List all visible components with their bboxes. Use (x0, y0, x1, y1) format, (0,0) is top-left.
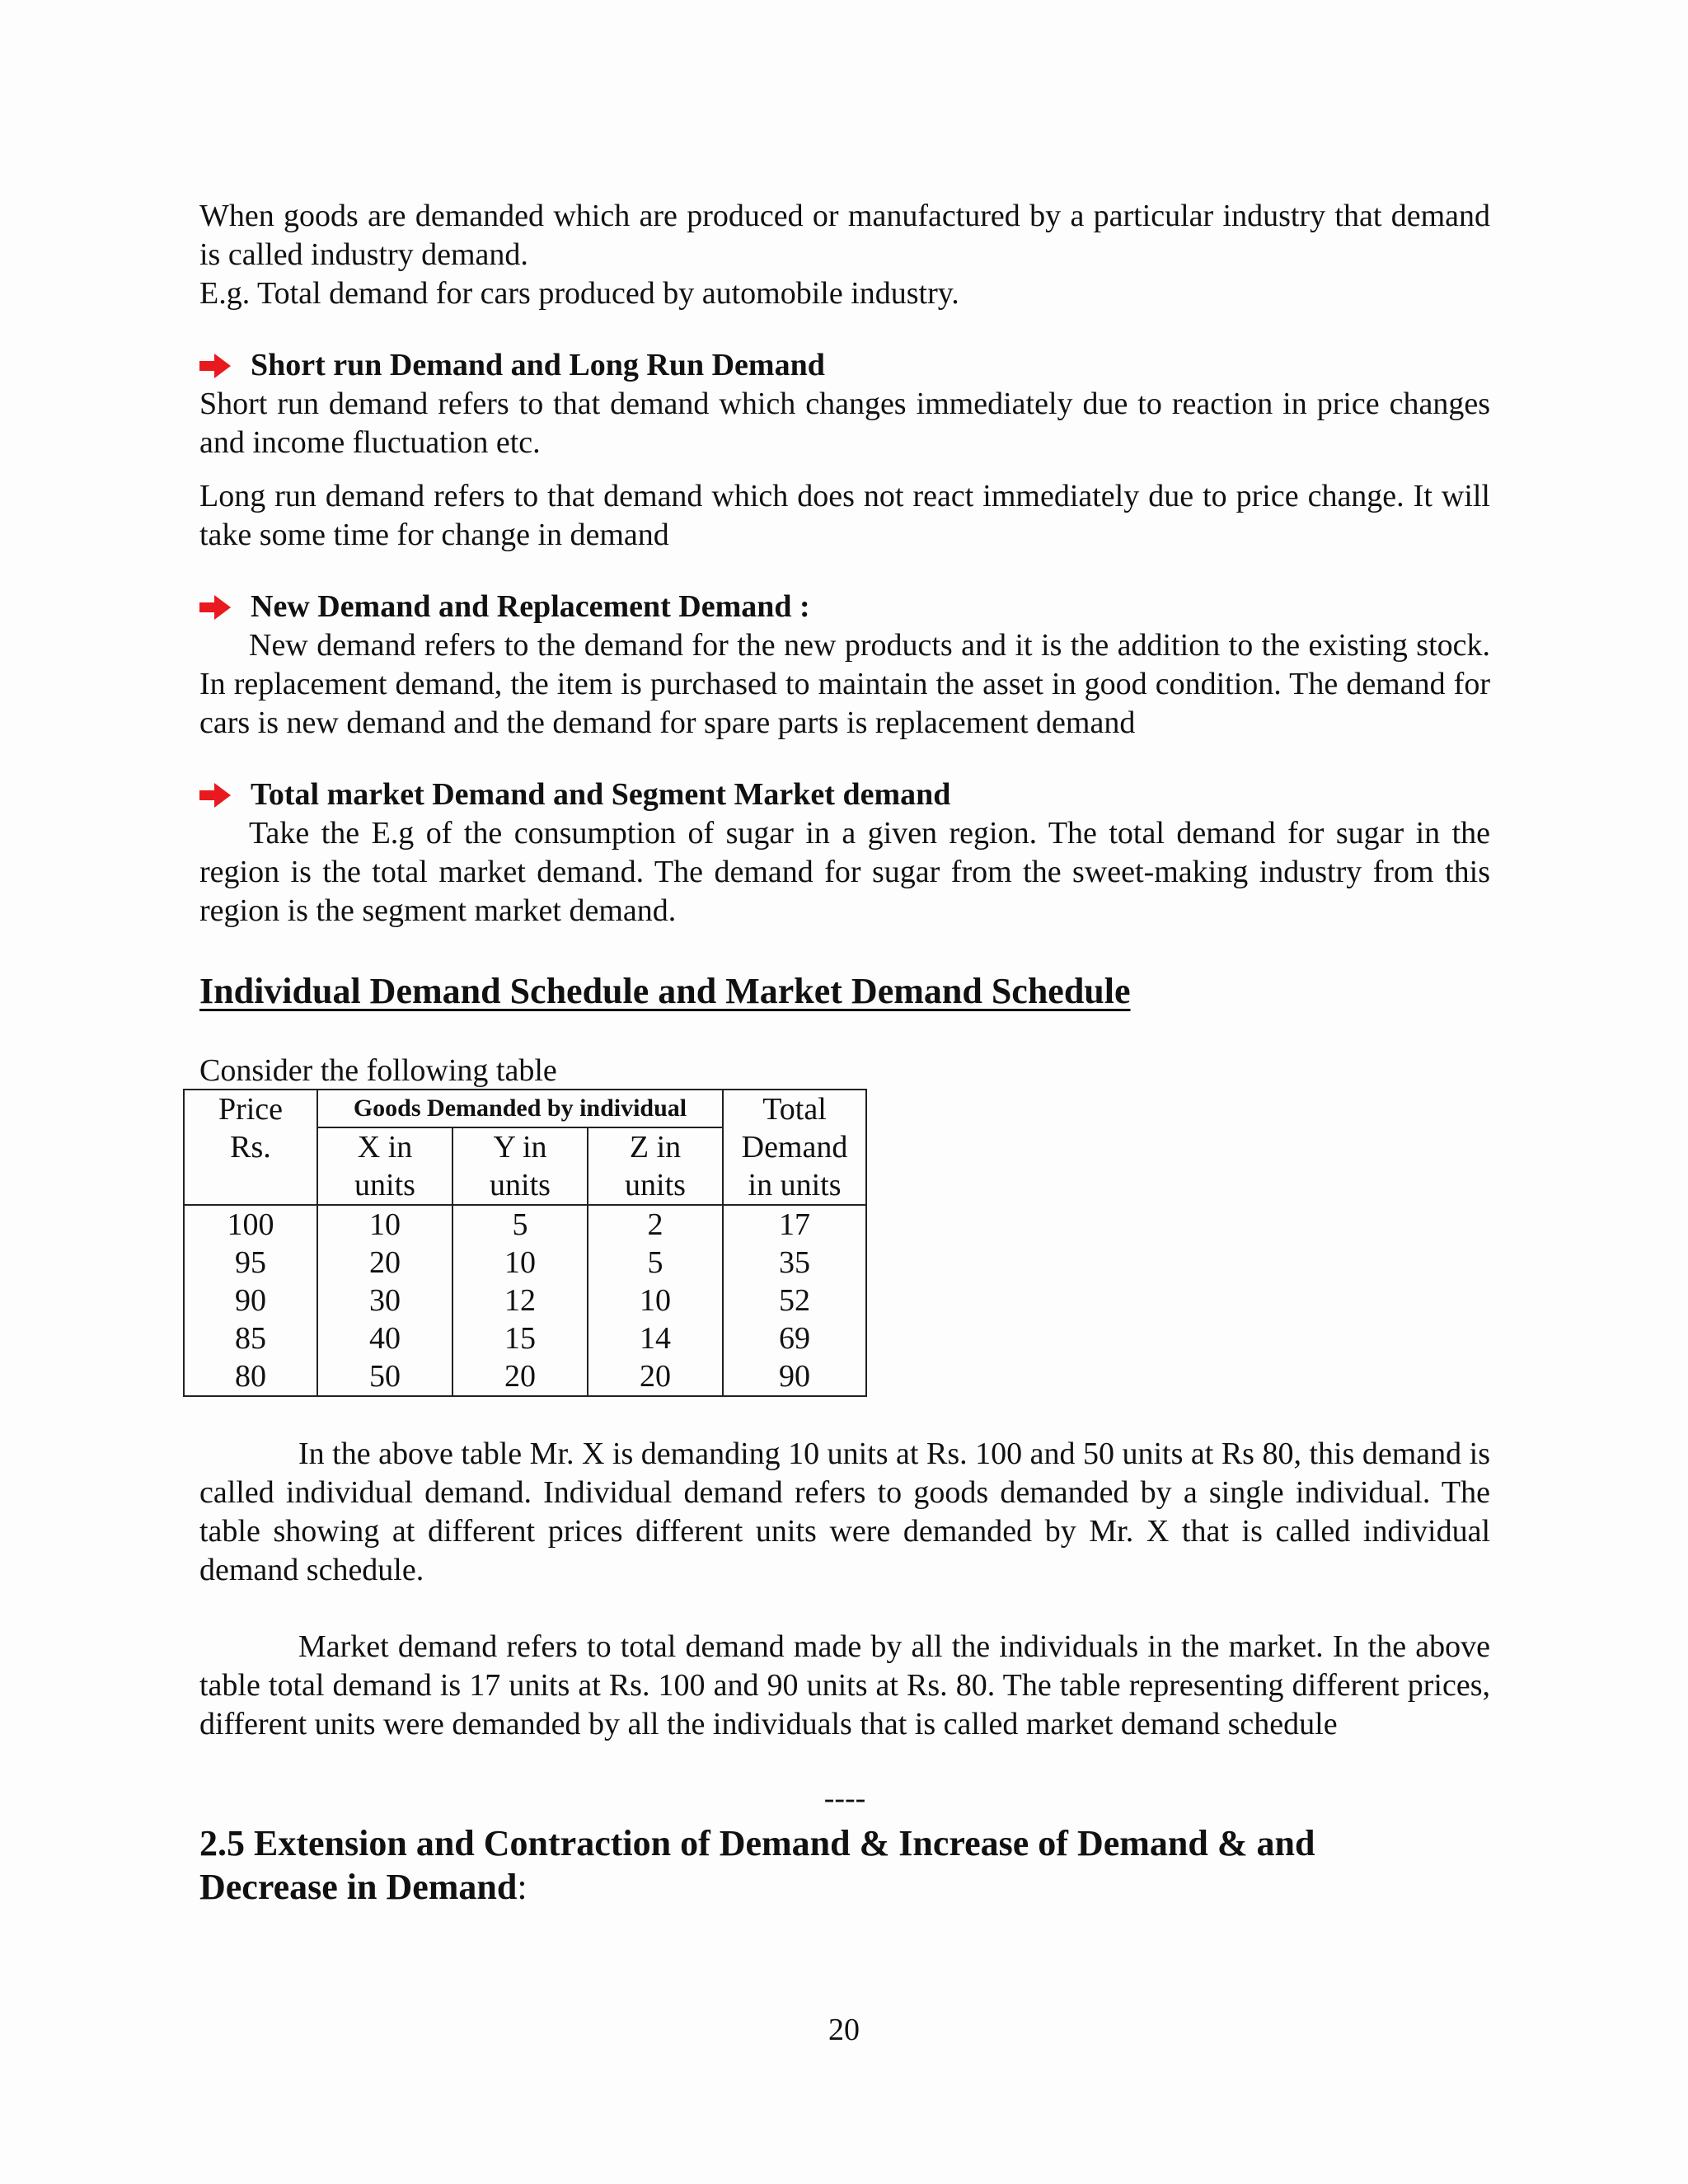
x-header-line2: units (354, 1168, 415, 1202)
total-cell: 90 (723, 1357, 866, 1396)
table-row (184, 1205, 866, 1244)
z-cell: 14 (588, 1319, 723, 1357)
y-cell: 20 (452, 1357, 588, 1396)
right-arrow-icon (199, 354, 231, 378)
y-cell: 15 (452, 1319, 588, 1357)
page-number: 20 (828, 2013, 860, 2047)
x-cell: 30 (317, 1282, 452, 1319)
z-cell: 2 (588, 1205, 723, 1244)
total-segment-heading (199, 776, 1490, 814)
price-cell: 95 (184, 1244, 317, 1282)
total-cell: 52 (723, 1282, 866, 1319)
demand-schedule-table (183, 1089, 867, 1397)
new-replacement-paragraph: New demand refers to the demand for the new products and it is the addition to the existing stock. In replacement demand, the item is purchased to maintain the asset in good condition. The demand for cars is new demand and the demand for spare parts is replacement demand (199, 628, 1490, 740)
next-section-title-line2 (199, 1865, 1490, 1909)
total-cell: 17 (723, 1205, 866, 1244)
document-page (199, 197, 1490, 1909)
y-cell: 12 (452, 1282, 588, 1319)
next-section-title-line1: 2.5 Extension and Contraction of Demand & Increase of Demand & and (199, 1823, 1315, 1863)
schedule-title: Individual Demand Schedule and Market Demand Schedule (199, 971, 1131, 1011)
price-cell: 85 (184, 1319, 317, 1357)
intro-paragraph: When goods are demanded which are produced or manufactured by a particular industry that demand is called industry demand. (199, 199, 1490, 272)
x-header-line1: X in (357, 1130, 413, 1165)
y-header-line2: units (490, 1168, 551, 1202)
total-segment-heading-text: Total market Demand and Segment Market demand (251, 777, 951, 812)
z-header-line1: Z in (629, 1130, 682, 1165)
total-cell: 35 (723, 1244, 866, 1282)
total-demand-header (723, 1090, 866, 1205)
consider-text: Consider the following table (199, 1053, 557, 1088)
table-row (184, 1319, 866, 1357)
right-arrow-icon (199, 783, 231, 808)
y-header-line1: Y in (493, 1130, 547, 1165)
z-cell: 5 (588, 1244, 723, 1282)
z-header (588, 1127, 723, 1205)
long-run-paragraph: Long run demand refers to that demand which does not react immediately due to price change. It will take some time for change in demand (199, 479, 1490, 552)
new-replacement-heading-text: New Demand and Replacement Demand : (251, 589, 810, 624)
x-header (317, 1127, 452, 1205)
price-cell: 90 (184, 1282, 317, 1319)
table-row (184, 1282, 866, 1319)
y-cell: 10 (452, 1244, 588, 1282)
z-header-line2: units (625, 1168, 686, 1202)
next-section-colon: : (517, 1867, 528, 1907)
z-cell: 10 (588, 1282, 723, 1319)
y-cell: 5 (452, 1205, 588, 1244)
intro-example: E.g. Total demand for cars produced by automobile industry. (199, 276, 959, 311)
separator: ---- (823, 1781, 866, 1816)
z-cell: 20 (588, 1357, 723, 1396)
price-header-line2: Rs. (230, 1130, 271, 1165)
total-cell: 69 (723, 1319, 866, 1357)
price-header (184, 1090, 317, 1205)
x-cell: 40 (317, 1319, 452, 1357)
total-segment-paragraph: Take the E.g of the consumption of sugar in a given region. The total demand for sugar in the region is the total market demand. The demand for sugar from the sweet-making industry from this region is the segment market demand. (199, 816, 1490, 928)
total-header-line1: Total (762, 1092, 827, 1127)
short-run-paragraph: Short run demand refers to that demand which changes immediately due to reaction in price changes and income fluctuation etc. (199, 387, 1490, 460)
short-long-heading-text: Short run Demand and Long Run Demand (251, 348, 825, 382)
individual-demand-paragraph: In the above table Mr. X is demanding 10 units at Rs. 100 and 50 units at Rs 80, this demand is called individual demand. Individual demand refers to goods demanded by a single individual. The table showing at different prices different units were demanded by Mr. X that is called individual demand schedule. (199, 1436, 1490, 1587)
new-replacement-heading (199, 588, 1490, 626)
table-row (184, 1244, 866, 1282)
price-cell: 100 (184, 1205, 317, 1244)
price-cell: 80 (184, 1357, 317, 1396)
right-arrow-icon (199, 595, 231, 620)
y-header (452, 1127, 588, 1205)
next-section-title (199, 1821, 1490, 1909)
x-cell: 10 (317, 1205, 452, 1244)
total-header-line2: Demand (741, 1130, 848, 1165)
price-header-line1: Price (218, 1092, 284, 1127)
goods-demanded-header: Goods Demanded by individual (317, 1090, 723, 1127)
short-long-heading (199, 346, 1490, 385)
x-cell: 20 (317, 1244, 452, 1282)
x-cell: 50 (317, 1357, 452, 1396)
table-row (184, 1357, 866, 1396)
next-section-title-line2-text: Decrease in Demand (199, 1867, 518, 1907)
total-header-line3: in units (748, 1168, 842, 1202)
market-demand-paragraph: Market demand refers to total demand made by all the individuals in the market. In the above table total demand is 17 units at Rs. 100 and 90 units at Rs. 80. The table representing different prices, different units were demanded by all the individuals that is called market demand schedule (199, 1629, 1490, 1741)
